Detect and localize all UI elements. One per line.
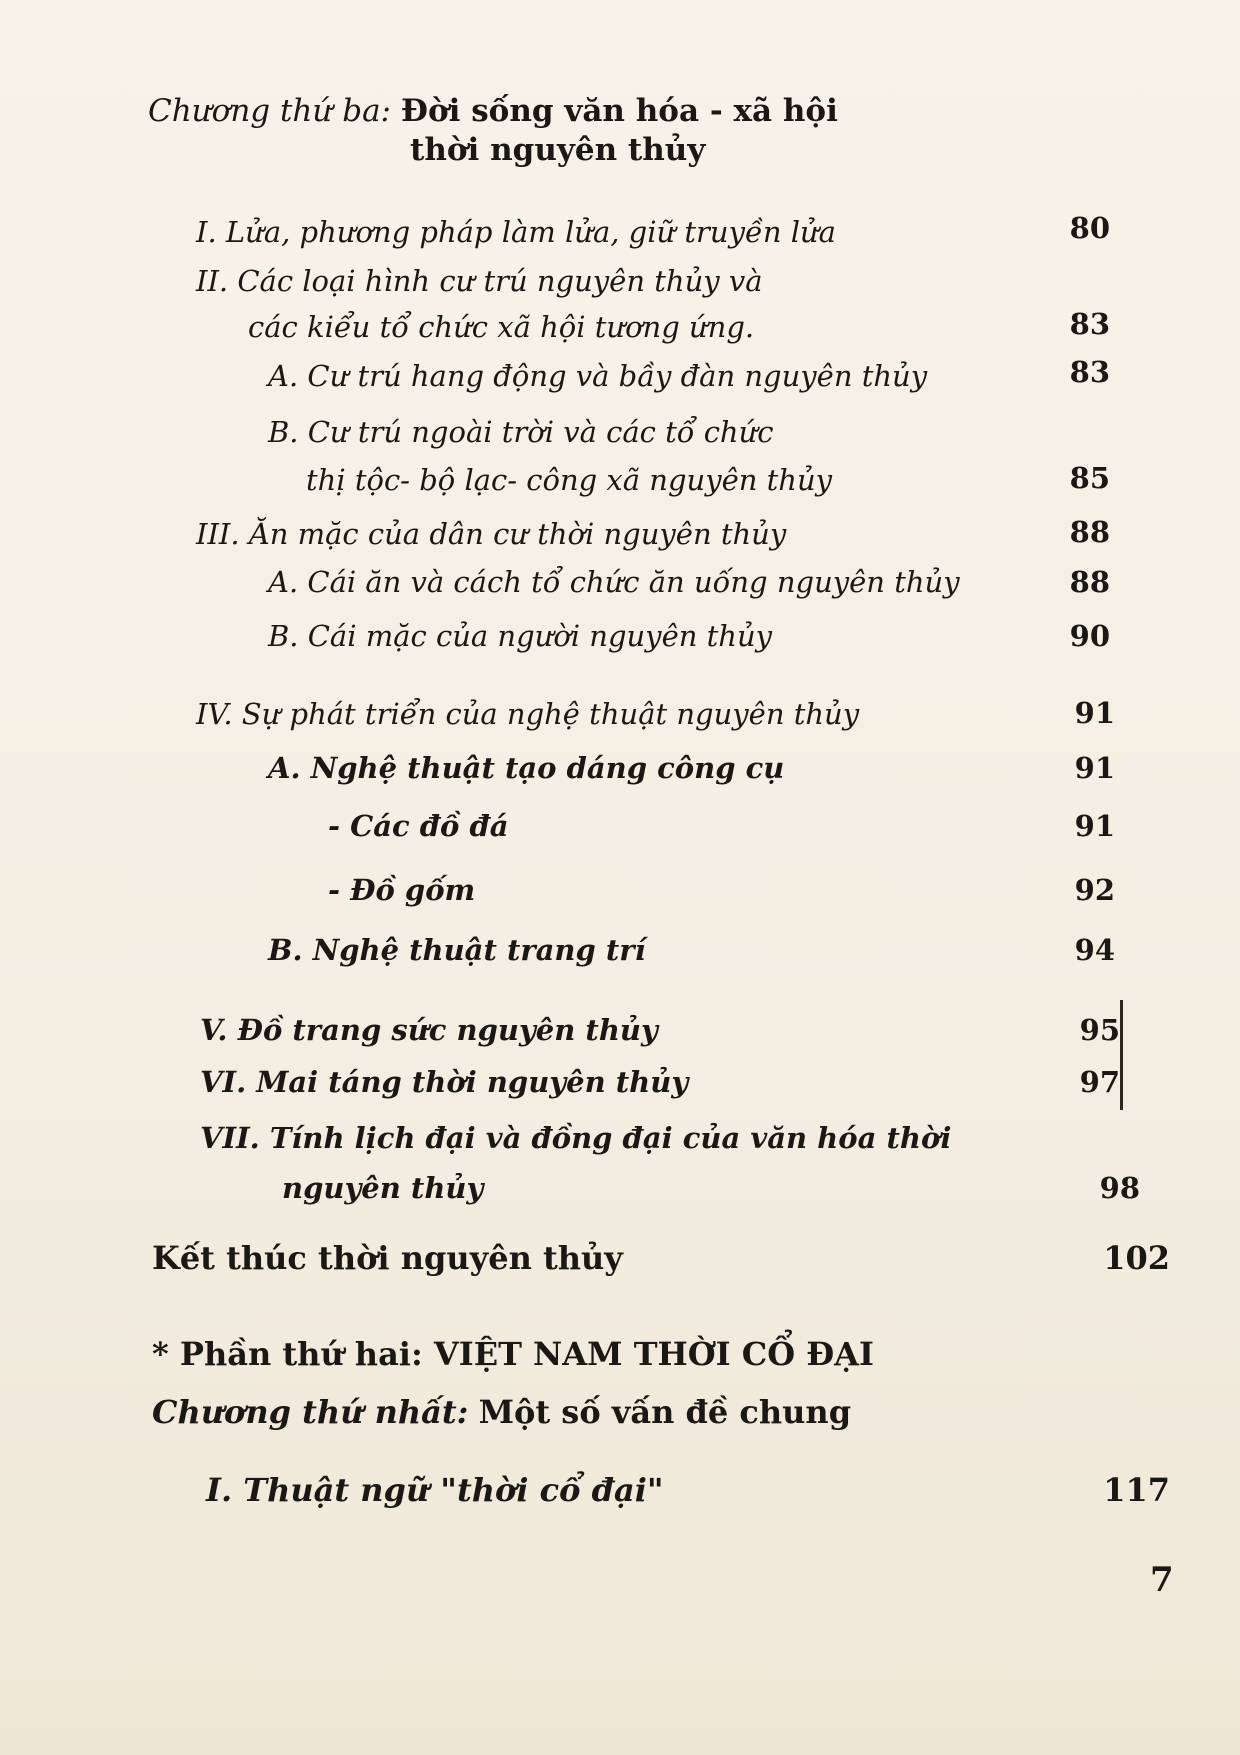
toc-entry-label: A. Cư trú hang động và bầy đàn nguyên thủy	[268, 359, 928, 393]
part-2-heading: * Phần thứ hai: VIỆT NAM THỜI CỔ ĐẠI	[152, 1335, 874, 1373]
chapter-3-lead: Chương thứ ba:	[148, 93, 391, 129]
toc-entry-label: thị tộc- bộ lạc- công xã nguyên thủy	[306, 463, 833, 497]
toc-entry-label: B. Cái mặc của người nguyên thủy	[268, 619, 773, 653]
toc-entry-page: 91	[1074, 751, 1115, 785]
toc-entry-label: VII. Tính lịch đại và đồng đại của văn hóa thời	[200, 1121, 952, 1155]
toc-entry-label: V. Đồ trang sức nguyên thủy	[200, 1013, 658, 1047]
chapter-3-title-line2: thời nguyên thủy	[410, 132, 706, 168]
chapter-1-lead: Chương thứ nhất:	[152, 1393, 469, 1431]
toc-entry-label: I. Lửa, phương pháp làm lửa, giữ truyền lửa	[196, 215, 836, 249]
toc-entry-page: 90	[1069, 619, 1110, 653]
toc-entry-page: 83	[1069, 355, 1110, 389]
toc-entry-label: IV. Sự phát triển của nghệ thuật nguyên thủy	[196, 697, 860, 731]
toc-entry-label: nguyên thủy	[282, 1171, 484, 1205]
toc-entry-label: I. Thuật ngữ "thời cổ đại"	[206, 1471, 664, 1509]
chapter-3-title: Đời sống văn hóa - xã hội	[400, 93, 838, 129]
toc-entry-page: 94	[1074, 933, 1115, 967]
toc-entry-label: II. Các loại hình cư trú nguyên thủy và	[196, 264, 763, 298]
toc-entry-page: 97	[1079, 1065, 1120, 1099]
toc-entry-page: 92	[1074, 873, 1115, 907]
chapter-1-heading	[152, 1392, 851, 1432]
toc-entry-label: III. Ăn mặc của dân cư thời nguyên thủy	[196, 517, 787, 551]
toc-entry-label: - Các đồ đá	[328, 809, 509, 843]
margin-rule	[1120, 1000, 1123, 1110]
toc-entry-page: 88	[1069, 515, 1110, 549]
toc-entry-page: 83	[1069, 307, 1110, 341]
toc-entry-page: 80	[1069, 211, 1110, 245]
toc-entry-label: A. Cái ăn và cách tổ chức ăn uống nguyên thủy	[268, 565, 960, 599]
toc-entry-label: B. Nghệ thuật trang trí	[268, 933, 646, 967]
ending-label: Kết thúc thời nguyên thủy	[152, 1239, 623, 1277]
toc-entry-page: 117	[1103, 1471, 1170, 1509]
toc-entry-label: B. Cư trú ngoài trời và các tổ chức	[268, 415, 774, 449]
toc-entry-label: - Đồ gốm	[328, 873, 476, 907]
toc-entry-page: 98	[1099, 1171, 1140, 1205]
toc-entry-page: 85	[1069, 461, 1110, 495]
toc-entry-label: VI. Mai táng thời nguyên thủy	[200, 1065, 689, 1099]
chapter-1-title: Một số vấn đề chung	[478, 1393, 852, 1431]
toc-entry-label: các kiểu tổ chức xã hội tương ứng.	[248, 310, 755, 344]
chapter-3-heading	[148, 88, 838, 134]
page-number: 7	[1150, 1560, 1174, 1600]
ending-page: 102	[1103, 1239, 1170, 1277]
toc-entry-page: 95	[1079, 1013, 1120, 1047]
toc-entry-page: 91	[1074, 696, 1115, 730]
toc-entry-page: 88	[1069, 565, 1110, 599]
toc-entry-page: 91	[1074, 809, 1115, 843]
toc-entry-label: A. Nghệ thuật tạo dáng công cụ	[268, 751, 785, 785]
